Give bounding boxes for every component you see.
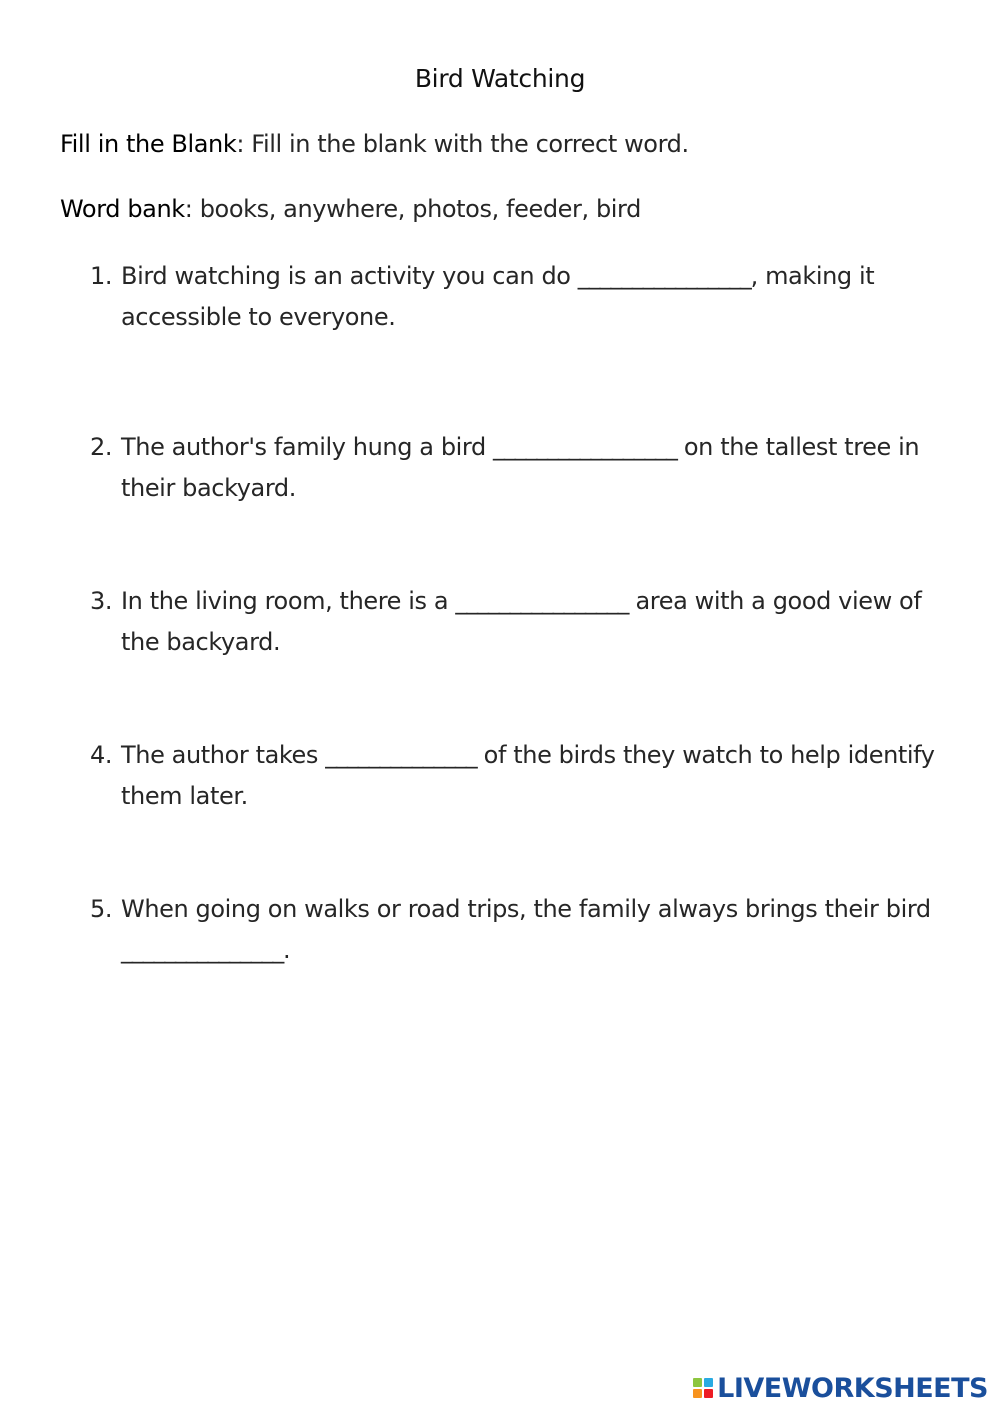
question-item (90, 889, 950, 971)
question-text-before: In the living room, there is a (121, 587, 456, 615)
question-text (121, 889, 950, 971)
answer-blank[interactable]: ________________ (577, 262, 751, 290)
logo-square (693, 1378, 702, 1387)
question-item (90, 256, 950, 338)
question-number: 3. (90, 587, 113, 615)
worksheet-title: Bird Watching (414, 64, 586, 93)
word-bank-label: Word bank (60, 195, 185, 223)
question-text-before: When going on walks or road trips, the family always brings their bird (121, 895, 931, 923)
question-text-after: area with a good view of the backyard. (121, 587, 922, 656)
question-text-after: . (283, 936, 291, 964)
question-number: 1. (90, 262, 113, 290)
question-text (121, 735, 950, 817)
question-text (121, 581, 950, 663)
logo-text: LIVEWORKSHEETS (717, 1372, 988, 1404)
question-item (90, 735, 950, 817)
question-item (90, 427, 950, 509)
question-number: 4. (90, 741, 113, 769)
logo-square (693, 1389, 702, 1398)
question-item (90, 581, 950, 663)
liveworksheets-logo (693, 1374, 988, 1402)
logo-square (704, 1378, 713, 1387)
word-bank-text: : books, anywhere, photos, feeder, bird (184, 195, 641, 223)
question-text-before: The author's family hung a bird (121, 433, 494, 461)
question-text-after: , making it accessible to everyone. (121, 262, 875, 331)
answer-blank[interactable]: ________________ (455, 587, 629, 615)
answer-blank[interactable]: ______________ (325, 741, 477, 769)
question-text-after: on the tallest tree in their backyard. (121, 433, 920, 502)
word-bank-line (60, 195, 641, 223)
question-number: 2. (90, 433, 113, 461)
logo-grid-icon (693, 1378, 713, 1398)
question-text (121, 256, 950, 338)
logo-square (704, 1389, 713, 1398)
answer-blank[interactable]: _________________ (493, 433, 677, 461)
question-number: 5. (90, 895, 113, 923)
answer-blank[interactable]: _______________ (121, 936, 284, 964)
question-text-after: of the birds they watch to help identify them later. (121, 741, 935, 810)
question-text-before: Bird watching is an activity you can do (121, 262, 578, 290)
instruction-text: : Fill in the blank with the correct word. (236, 130, 689, 158)
instruction-label: Fill in the Blank (60, 130, 237, 158)
question-text-before: The author takes (121, 741, 326, 769)
question-text (121, 427, 950, 509)
instruction-line (60, 130, 689, 158)
